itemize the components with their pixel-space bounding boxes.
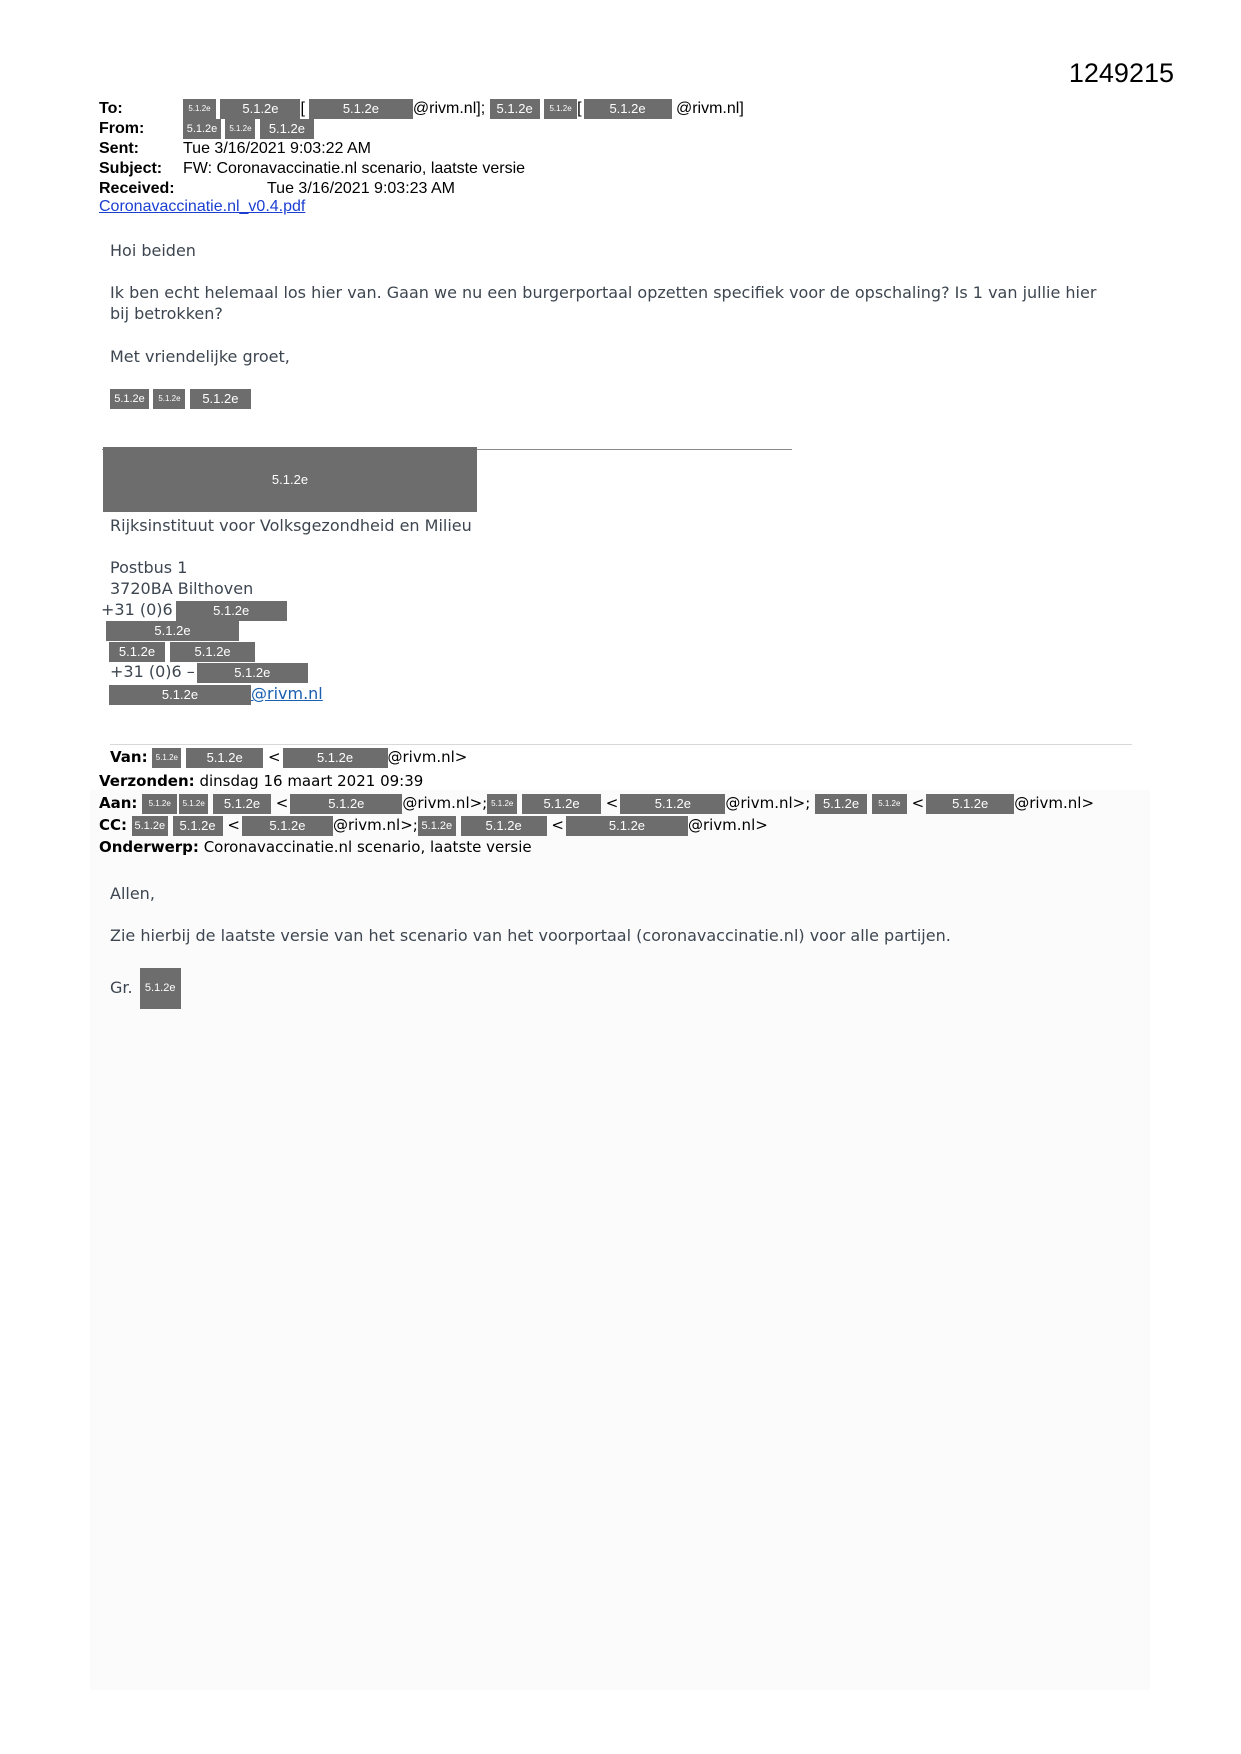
forward-aan: Aan: 5.1.2e 5.1.2e 5.1.2e < 5.1.2e @rivm.nl>; 5.1.2e 5.1.2e < 5.1.2e @rivm.nl>; 5.1.2e 5.1.2e < 5.1.2e @rivm.nl> [99,794,1095,812]
header-received [99,179,455,199]
redaction: 5.1.2e [418,816,456,836]
signature-phone-2: +31 (0)6 – 5.1.2e [110,661,308,683]
received-value: Tue 3/16/2021 9:03:23 AM [267,180,455,197]
redaction: 5.1.2e [106,621,239,641]
redaction: 5.1.2e [220,99,300,119]
to-label: To: [99,100,123,118]
redaction: 5.1.2e [140,968,181,1009]
header-to: To: 5.1.2e 5.1.2e [ 5.1.2e @rivm.nl]; 5.1.2e 5.1.2e [ 5.1.2e @rivm.nl] [99,100,744,118]
forward-van: Van: 5.1.2e 5.1.2e < 5.1.2e @rivm.nl> [110,748,468,766]
redaction: 5.1.2e [283,748,388,768]
signature-city: 3720BA Bilthoven [110,579,254,598]
redaction: 5.1.2e [242,816,333,836]
redaction: 5.1.2e [487,794,517,814]
redaction: 5.1.2e [620,794,725,814]
forward-onderwerp: Onderwerp: Coronavaccinatie.nl scenario, laatste versie [99,838,532,856]
forward-body-text: Zie hierbij de laatste versie van het scenario van het voorportaal (coronavaccinatie.nl) voor alle partijen. [110,926,951,945]
redaction: 5.1.2e [179,794,208,814]
signature-email [109,683,323,705]
redaction: 5.1.2e [290,794,402,814]
redaction: 5.1.2e [183,99,216,119]
to-email-1: @rivm.nl]; [412,100,486,118]
signature-line-redacted [106,619,239,641]
redaction: 5.1.2e [186,748,263,768]
redaction: 5.1.2e [197,663,308,683]
redaction: 5.1.2e [584,99,672,119]
redaction: 5.1.2e [109,642,165,662]
forward-sign-off: Gr. 5.1.2e [110,968,181,1009]
redaction: 5.1.2e [170,642,255,662]
redaction: 5.1.2e [926,794,1014,814]
redaction: 5.1.2e [110,389,149,409]
redaction: 5.1.2e [490,99,540,119]
redaction: 5.1.2e [213,794,271,814]
redaction: 5.1.2e [152,748,181,768]
message-closing: Met vriendelijke groet, [110,347,290,366]
redaction: 5.1.2e [260,119,314,139]
received-label: Received: [99,180,175,197]
from-label: From: [99,120,145,138]
redaction: 5.1.2e [176,601,287,621]
forward-cc: CC: 5.1.2e 5.1.2e < 5.1.2e @rivm.nl>; 5.1.2e 5.1.2e < 5.1.2e @rivm.nl> [99,816,768,834]
header-sent [99,139,371,159]
redaction: 5.1.2e [225,119,255,139]
forward-divider [110,744,1132,745]
redaction: 5.1.2e [109,685,251,705]
sent-value: Tue 3/16/2021 9:03:22 AM [183,140,371,157]
signature-phone-1: +31 (0)6 5.1.2e [101,599,287,621]
subject-value: FW: Coronavaccinatie.nl scenario, laatste versie [183,160,526,177]
message-greeting: Hoi beiden [110,241,196,260]
redaction: 5.1.2e [461,816,547,836]
redaction: 5.1.2e [522,794,601,814]
redaction: 5.1.2e [309,99,413,119]
forward-verzonden: Verzonden: dinsdag 16 maart 2021 09:39 [99,772,424,790]
redaction: 5.1.2e [190,389,251,409]
signature-postbus: Postbus 1 [110,558,188,577]
redaction: 5.1.2e [183,119,221,139]
redaction: 5.1.2e [815,794,867,814]
message-paragraph: Ik ben echt helemaal los hier van. Gaan we nu een burgerportaal opzetten specifiek voor de opschaling? Is 1 van jullie hier bij betrokken? [110,283,1097,323]
header-from [99,119,314,139]
sent-label: Sent: [99,140,139,157]
signature-logo-redacted: 5.1.2e [103,447,477,512]
to-email-2: @rivm.nl] [675,100,744,118]
redaction: 5.1.2e [132,816,168,836]
header-subject [99,159,525,179]
redaction: 5.1.2e [566,816,688,836]
signature-org: Rijksinstituut voor Volksgezondheid en Milieu [110,516,472,535]
redaction: 5.1.2e [173,816,223,836]
subject-label: Subject: [99,160,163,177]
sender-name-redacted [110,389,251,409]
document-number: 1249215 [1068,58,1174,88]
redaction: 5.1.2e [142,794,177,814]
signature-email-link[interactable]: @rivm.nl [251,684,323,703]
attachment-link[interactable]: Coronavaccinatie.nl_v0.4.pdf [99,198,306,215]
redaction: 5.1.2e [544,99,577,119]
redaction: 5.1.2e [153,389,185,409]
signature-line-redacted-2 [109,640,255,662]
forward-body-greeting: Allen, [110,884,155,903]
redaction: 5.1.2e [872,794,907,814]
